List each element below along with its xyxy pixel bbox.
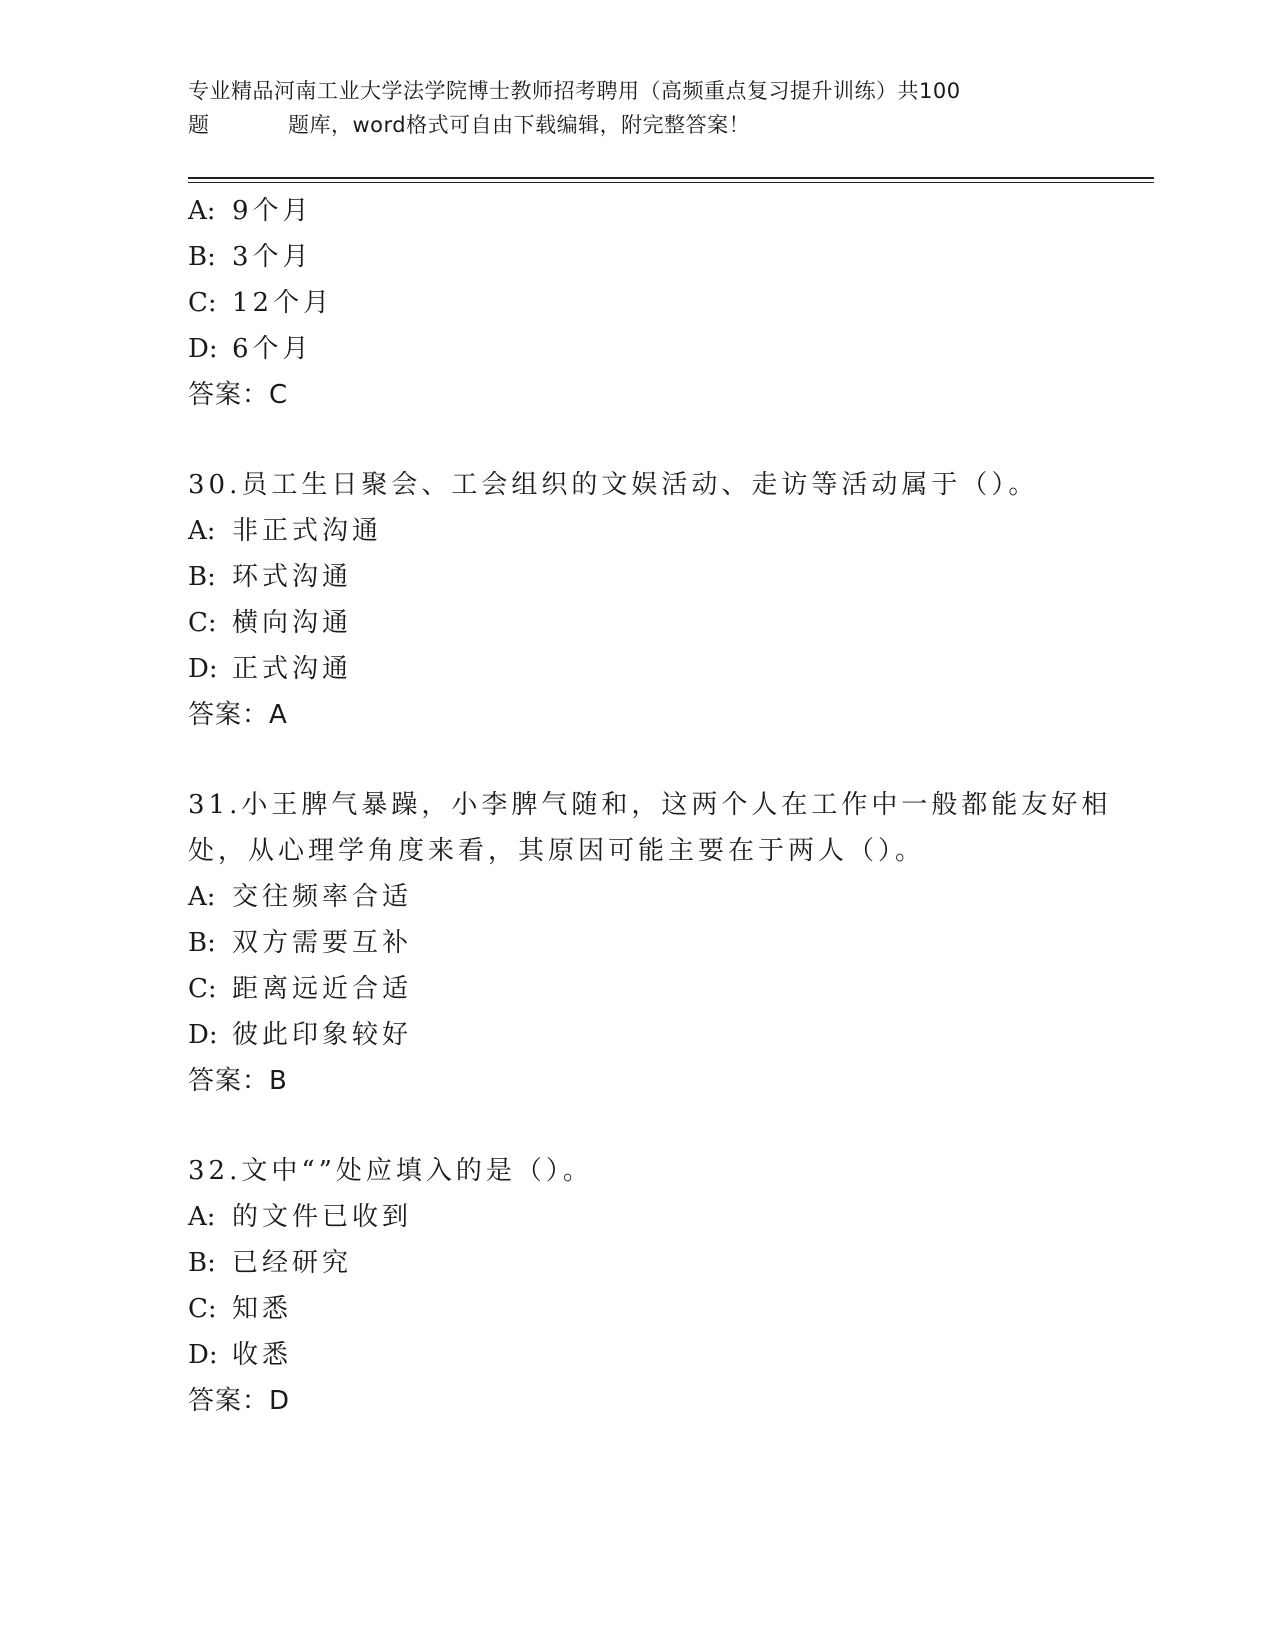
option-label: B: <box>188 928 216 958</box>
header-line-2-text: 题库，word格式可自由下载编辑，附完整答案！ <box>288 113 751 137</box>
option-label: C: <box>188 288 217 318</box>
option-text: 距离远近合适 <box>232 974 413 1004</box>
question-list <box>188 188 1112 1424</box>
header-line-2-lead: 题 <box>188 113 210 137</box>
option-label: B: <box>188 242 216 272</box>
question-block-32 <box>188 1148 1088 1424</box>
answer-line: 答案：B <box>188 1066 288 1096</box>
question-stem: 31.小王脾气暴躁，小李脾气随和，这两个人在工作中一般都能友好相 <box>188 790 1112 820</box>
option-b <box>188 554 1088 600</box>
option-b <box>188 234 1088 280</box>
answer-line: 答案：D <box>188 1386 291 1416</box>
question-block-continued <box>188 188 1088 418</box>
option-label: C: <box>188 974 217 1004</box>
option-c <box>188 1286 1088 1332</box>
option-text: 彼此印象较好 <box>232 1020 413 1050</box>
answer-line: 答案：A <box>188 700 288 730</box>
option-label: D: <box>188 1340 218 1370</box>
option-b <box>188 1240 1088 1286</box>
option-text: 横向沟通 <box>232 608 353 638</box>
option-label: A: <box>188 196 216 226</box>
option-c <box>188 600 1088 646</box>
option-text: 的文件已收到 <box>232 1202 413 1232</box>
option-c <box>188 280 1088 326</box>
option-label: C: <box>188 1294 217 1324</box>
option-d <box>188 1012 1088 1058</box>
option-text: 9个月 <box>232 196 313 226</box>
option-a <box>188 1194 1088 1240</box>
option-label: D: <box>188 654 218 684</box>
header-line-2 <box>188 108 1088 142</box>
spacer <box>188 1104 1088 1148</box>
question-stem: 32.文中“”处应填入的是（）。 <box>188 1156 593 1186</box>
option-text: 收悉 <box>232 1340 293 1370</box>
option-text: 6个月 <box>232 334 313 364</box>
option-b <box>188 920 1088 966</box>
option-d <box>188 1332 1088 1378</box>
option-text: 正式沟通 <box>232 654 353 684</box>
option-label: B: <box>188 1248 216 1278</box>
option-a <box>188 874 1088 920</box>
option-text: 12个月 <box>232 288 334 318</box>
option-text: 3个月 <box>232 242 313 272</box>
option-d <box>188 646 1088 692</box>
option-a <box>188 188 1088 234</box>
option-text: 非正式沟通 <box>232 516 383 546</box>
header-line-1: 专业精品河南工业大学法学院博士教师招考聘用（高频重点复习提升训练）共100 <box>188 79 961 103</box>
option-label: A: <box>188 882 216 912</box>
question-block-31 <box>188 782 1112 1104</box>
option-label: A: <box>188 1202 216 1232</box>
option-label: B: <box>188 562 216 592</box>
option-d <box>188 326 1088 372</box>
option-text: 双方需要互补 <box>232 928 413 958</box>
option-label: D: <box>188 1020 218 1050</box>
option-label: C: <box>188 608 217 638</box>
header-divider-thin <box>188 182 1154 183</box>
option-text: 交往频率合适 <box>232 882 413 912</box>
option-a <box>188 508 1088 554</box>
option-label: A: <box>188 516 216 546</box>
option-label: D: <box>188 334 218 364</box>
answer-line: 答案：C <box>188 380 289 410</box>
question-block-30 <box>188 462 1088 738</box>
document-header <box>188 74 1088 142</box>
option-c <box>188 966 1088 1012</box>
option-text: 已经研究 <box>232 1248 353 1278</box>
spacer <box>188 418 1088 462</box>
option-text: 环式沟通 <box>232 562 353 592</box>
option-text: 知悉 <box>232 1294 293 1324</box>
header-divider-thick <box>188 177 1154 179</box>
spacer <box>188 738 1088 782</box>
question-stem: 30.员工生日聚会、工会组织的文娱活动、走访等活动属于（）。 <box>188 470 1039 500</box>
question-stem-continued: 处，从心理学角度来看，其原因可能主要在于两人（）。 <box>188 836 926 866</box>
